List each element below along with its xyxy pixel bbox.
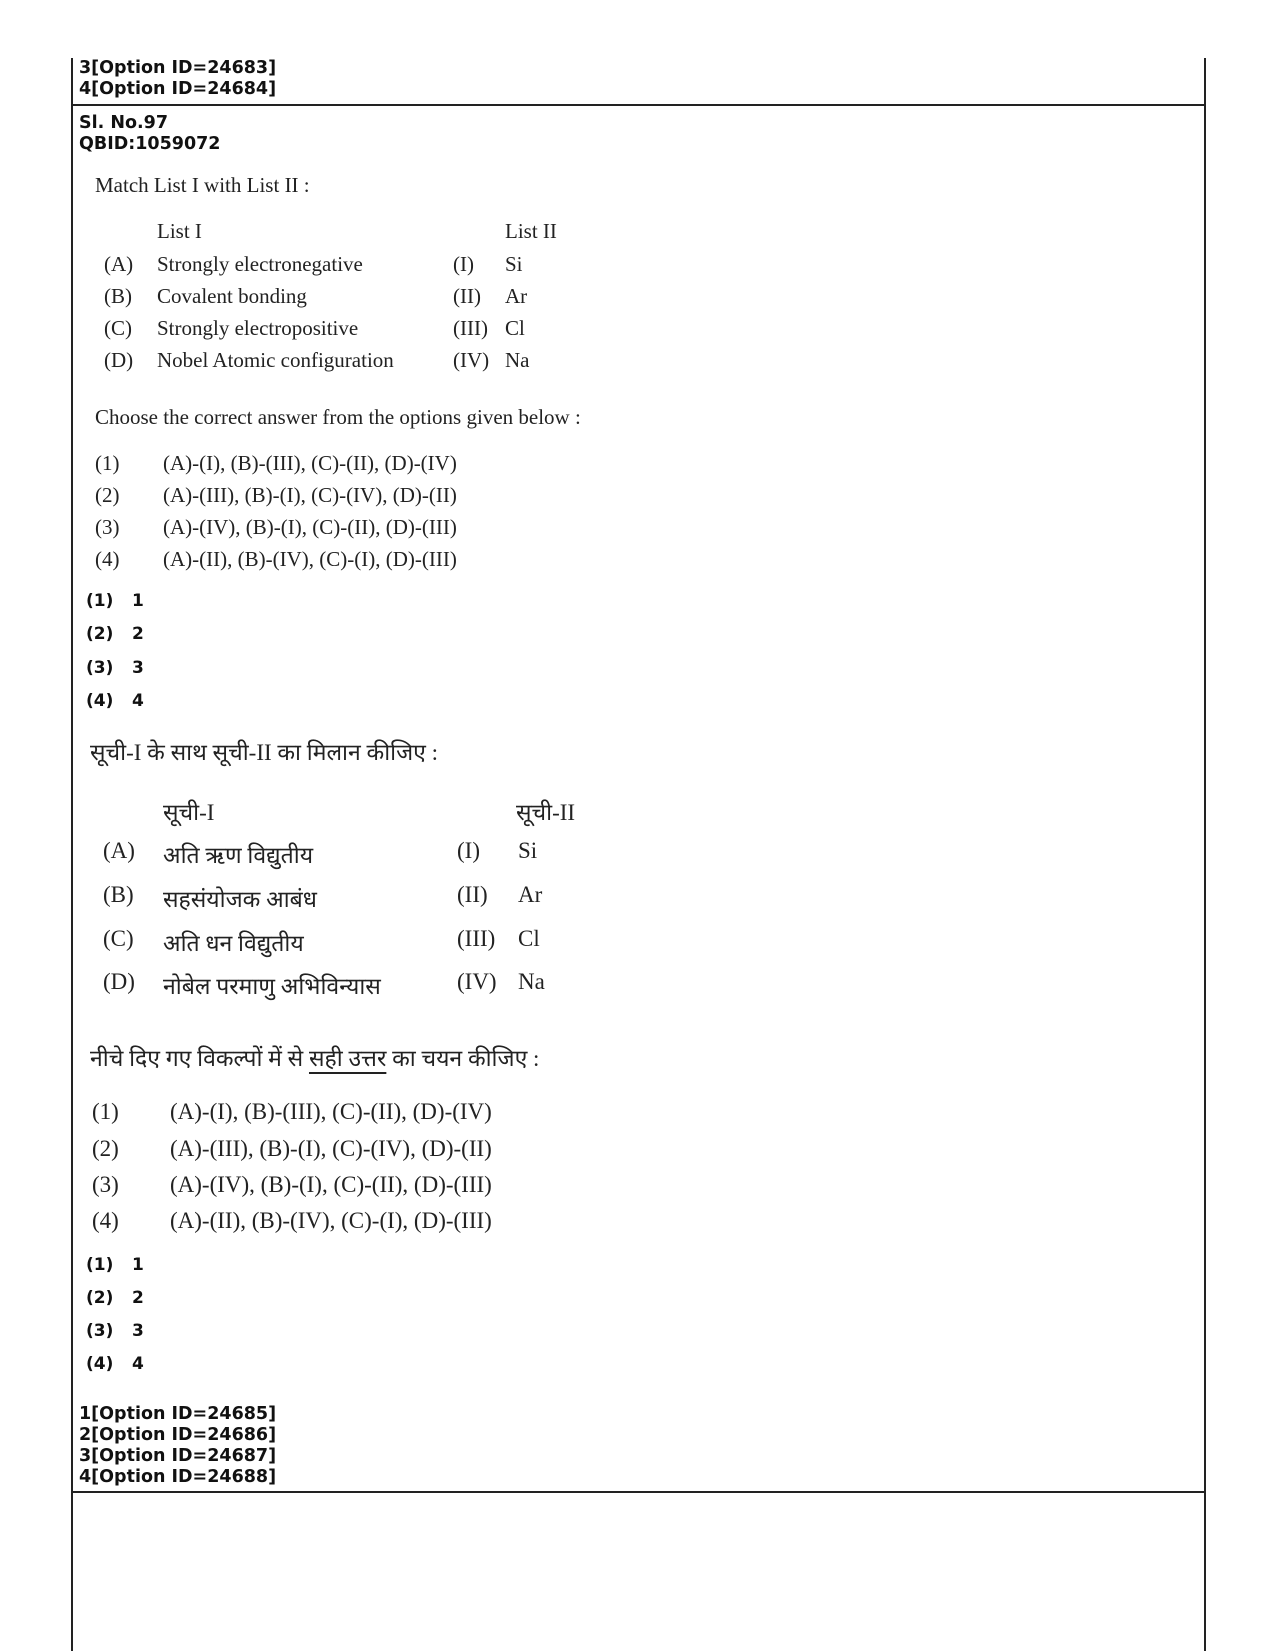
- question-prompt-en: Match List I with List II :: [95, 173, 310, 197]
- option-text: (A)-(I), (B)-(III), (C)-(II), (D)-(IV): [170, 1099, 492, 1124]
- option-id-line: 4[Option ID=24684]: [79, 79, 277, 99]
- option-text: (A)-(II), (B)-(IV), (C)-(I), (D)-(III): [170, 1208, 492, 1233]
- choose-text-a: नीचे दिए गए विकल्पों में से: [90, 1046, 309, 1071]
- row-value: Cl: [505, 316, 525, 340]
- row-text: अति ऋण विद्युतीय: [163, 843, 314, 868]
- option-id-line: 4[Option ID=24688]: [79, 1467, 277, 1487]
- row-roman: (IV): [453, 348, 490, 372]
- answer-choice[interactable]: [86, 1354, 144, 1374]
- list2-header-hi: सूची-II: [516, 800, 576, 825]
- row-roman: (II): [453, 284, 481, 308]
- answer-value: 3: [132, 1321, 144, 1341]
- row-roman: (I): [457, 838, 480, 863]
- choose-text-underlined: सही उत्तर: [308, 1046, 387, 1071]
- answer-value: 4: [132, 1354, 144, 1374]
- row-roman: (II): [457, 882, 488, 907]
- answer-number: (1): [86, 1255, 114, 1275]
- row-text: Strongly electropositive: [157, 316, 359, 340]
- row-label: (A): [103, 838, 135, 863]
- choose-text-b: का चयन कीजिए :: [386, 1046, 540, 1071]
- option-number: (1): [92, 1099, 119, 1124]
- row-text: सहसंयोजक आबंध: [163, 887, 317, 912]
- answer-value: 3: [132, 658, 144, 678]
- option-number: (2): [95, 483, 120, 507]
- answer-value: 2: [132, 624, 144, 644]
- option-text: (A)-(IV), (B)-(I), (C)-(II), (D)-(III): [163, 515, 457, 539]
- row-roman: (IV): [457, 969, 497, 994]
- row-label: (B): [103, 882, 134, 907]
- row-value: Ar: [518, 882, 543, 907]
- answer-number: (1): [86, 591, 114, 611]
- row-roman: (III): [457, 926, 496, 951]
- option-text: (A)-(III), (B)-(I), (C)-(IV), (D)-(II): [163, 483, 457, 507]
- row-value: Ar: [505, 284, 528, 308]
- option-id-line: 3[Option ID=24687]: [79, 1446, 277, 1466]
- question-prompt-hi: सूची-I के साथ सूची-II का मिलान कीजिए :: [90, 740, 439, 765]
- choose-instruction-hi: [90, 1041, 539, 1073]
- qbid: QBID:1059072: [79, 134, 221, 154]
- row-text: Nobel Atomic configuration: [157, 348, 394, 372]
- answer-value: 1: [132, 591, 144, 611]
- option-text: (A)-(I), (B)-(III), (C)-(II), (D)-(IV): [163, 451, 457, 475]
- row-value: Si: [518, 838, 538, 863]
- option-number: (3): [95, 515, 120, 539]
- row-label: (D): [103, 969, 135, 994]
- list2-header-en: List II: [505, 219, 557, 243]
- answer-choice[interactable]: [86, 624, 144, 644]
- option-id-line: 2[Option ID=24686]: [79, 1425, 277, 1445]
- row-text: Strongly electronegative: [157, 252, 363, 276]
- list1-header-hi: सूची-I: [163, 800, 215, 825]
- serial-number: Sl. No.97: [79, 113, 169, 133]
- option-text: (A)-(III), (B)-(I), (C)-(IV), (D)-(II): [170, 1136, 492, 1161]
- answer-value: 4: [132, 691, 144, 711]
- row-label: (A): [104, 252, 134, 276]
- option-text: (A)-(IV), (B)-(I), (C)-(II), (D)-(III): [170, 1172, 492, 1197]
- answer-choice[interactable]: [86, 1321, 144, 1341]
- option-number: (4): [92, 1208, 119, 1233]
- choose-instruction-en: Choose the correct answer from the options given below :: [95, 405, 581, 429]
- row-roman: (I): [453, 252, 474, 276]
- answer-choice[interactable]: [86, 691, 144, 711]
- option-id-line: 3[Option ID=24683]: [79, 58, 277, 78]
- option-number: (3): [92, 1172, 119, 1197]
- answer-choice[interactable]: [86, 1288, 144, 1308]
- option-id-line: 1[Option ID=24685]: [79, 1404, 277, 1424]
- row-text: नोबेल परमाणु अभिविन्यास: [163, 974, 381, 999]
- answer-value: 1: [132, 1255, 144, 1275]
- option-text: (A)-(II), (B)-(IV), (C)-(I), (D)-(III): [163, 547, 457, 571]
- row-label: (C): [104, 316, 132, 340]
- section-divider-top: [71, 104, 1206, 106]
- answer-number: (2): [86, 1288, 114, 1308]
- row-roman: (III): [453, 316, 488, 340]
- row-value: Na: [505, 348, 530, 372]
- row-label: (C): [103, 926, 134, 951]
- section-divider-bottom: [71, 1491, 1206, 1493]
- answer-number: (3): [86, 1321, 114, 1341]
- row-value: Na: [518, 969, 545, 994]
- answer-value: 2: [132, 1288, 144, 1308]
- row-text: अति धन विद्युतीय: [163, 931, 304, 956]
- answer-number: (4): [86, 691, 114, 711]
- answer-choice[interactable]: [86, 591, 144, 611]
- row-text: Covalent bonding: [157, 284, 307, 308]
- option-number: (1): [95, 451, 120, 475]
- option-number: (2): [92, 1136, 119, 1161]
- answer-number: (2): [86, 624, 114, 644]
- answer-choice[interactable]: [86, 1255, 144, 1275]
- option-number: (4): [95, 547, 120, 571]
- row-value: Cl: [518, 926, 540, 951]
- answer-number: (4): [86, 1354, 114, 1374]
- row-label: (B): [104, 284, 132, 308]
- row-label: (D): [104, 348, 134, 372]
- row-value: Si: [505, 252, 523, 276]
- answer-number: (3): [86, 658, 114, 678]
- list1-header-en: List I: [157, 219, 202, 243]
- answer-choice[interactable]: [86, 658, 144, 678]
